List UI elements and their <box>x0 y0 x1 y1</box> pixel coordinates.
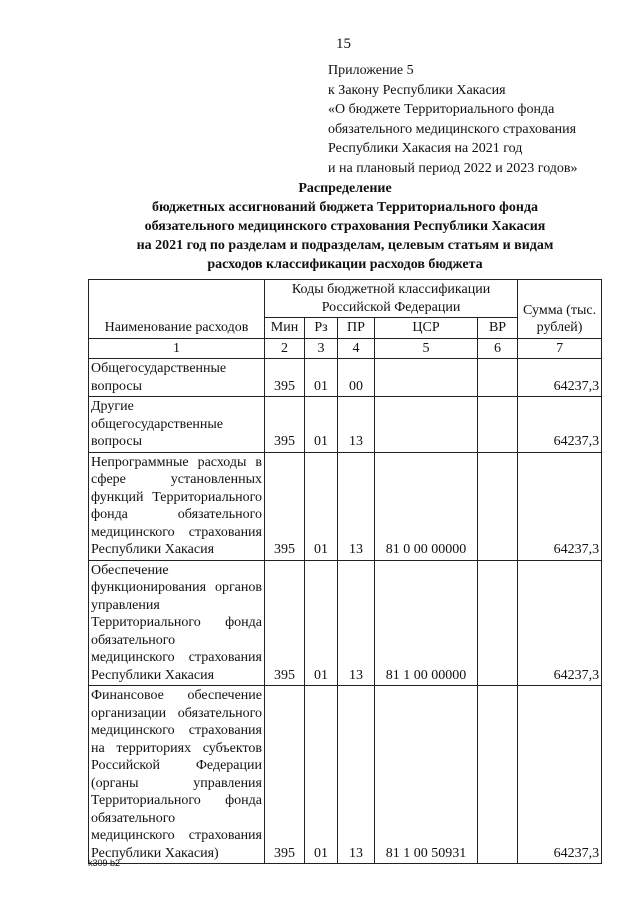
budget-table <box>88 279 602 864</box>
row-sum: 64237,3 <box>518 560 602 686</box>
title-line: обязательного медицинского страхования Республики Хакасия <box>144 219 546 234</box>
row-pr: 13 <box>338 452 375 560</box>
table-row <box>89 359 602 397</box>
header-sum: Сумма (тыс. рублей) <box>518 280 602 339</box>
row-min: 395 <box>265 397 305 453</box>
appendix-line: к Закону Республики Хакасия <box>328 82 506 98</box>
appendix-line: Республики Хакасия на 2021 год <box>328 141 523 156</box>
title-line: бюджетных ассигнований бюджета Территориального фонда <box>151 200 539 215</box>
header-codes-group: Коды бюджетной классификации Российской Федерации <box>265 280 518 318</box>
row-sum: 64237,3 <box>518 452 602 560</box>
appendix-line: Приложение 5 <box>328 63 414 78</box>
row-vr <box>478 397 518 453</box>
numbering-row <box>89 338 602 359</box>
header-csr: ЦСР <box>375 318 478 339</box>
column-number: 3 <box>305 338 338 359</box>
row-min: 395 <box>265 359 305 397</box>
column-number: 5 <box>375 338 478 359</box>
row-name: Другие общегосударственные вопросы <box>89 397 265 453</box>
title-line: Распределение <box>298 181 392 196</box>
table-row <box>89 560 602 686</box>
row-csr: 81 1 00 50931 <box>375 686 478 864</box>
header-name: Наименование расходов <box>89 280 265 339</box>
row-min: 395 <box>265 560 305 686</box>
row-min: 395 <box>265 452 305 560</box>
appendix-line: и на плановый период 2022 и 2023 годов» <box>328 160 578 176</box>
row-name: Общегосударственные вопросы <box>89 359 265 397</box>
row-csr <box>375 397 478 453</box>
column-number: 4 <box>338 338 375 359</box>
row-vr <box>478 452 518 560</box>
row-rz: 01 <box>305 452 338 560</box>
row-rz: 01 <box>305 560 338 686</box>
appendix-line: обязательного медицинского страхования <box>328 121 577 137</box>
row-vr <box>478 560 518 686</box>
footer-code: k309 b2 <box>88 858 121 868</box>
table-row <box>89 686 602 864</box>
row-pr: 13 <box>338 686 375 864</box>
appendix-line: «О бюджете Территориального фонда <box>328 102 555 117</box>
column-number: 1 <box>89 338 265 359</box>
row-csr: 81 0 00 00000 <box>375 452 478 560</box>
title-line: на 2021 год по разделам и подразделам, целевым статьям и видам <box>136 238 554 253</box>
appendix-block <box>328 61 578 178</box>
header-row <box>89 280 602 318</box>
row-pr: 00 <box>338 359 375 397</box>
row-pr: 13 <box>338 397 375 453</box>
row-name: Финансовое обеспечение организации обязательного медицинского страхования на территориях субъектов Российской Федерации (органы управления Территориального фонда обязательного медицинского страхования Республики Хакасия) <box>89 686 265 864</box>
header-vr: ВР <box>478 318 518 339</box>
row-csr: 81 1 00 00000 <box>375 560 478 686</box>
row-rz: 01 <box>305 686 338 864</box>
row-vr <box>478 359 518 397</box>
column-number: 7 <box>518 338 602 359</box>
column-number: 2 <box>265 338 305 359</box>
row-rz: 01 <box>305 397 338 453</box>
table-row <box>89 452 602 560</box>
header-pr: ПР <box>338 318 375 339</box>
row-rz: 01 <box>305 359 338 397</box>
column-number: 6 <box>478 338 518 359</box>
row-name: Обеспечение функционирования органов управления Территориального фонда обязательного медицинского страхования Республики Хакасия <box>89 560 265 686</box>
row-csr <box>375 359 478 397</box>
row-pr: 13 <box>338 560 375 686</box>
title-line: расходов классификации расходов бюджета <box>207 257 483 272</box>
row-min: 395 <box>265 686 305 864</box>
row-sum: 64237,3 <box>518 686 602 864</box>
document-title <box>90 179 600 274</box>
row-name: Непрограммные расходы в сфере установленных функций Территориального фонда обязательного медицинского страхования Республики Хакасия <box>89 452 265 560</box>
header-rz: Рз <box>305 318 338 339</box>
row-sum: 64237,3 <box>518 359 602 397</box>
table-row <box>89 397 602 453</box>
row-vr <box>478 686 518 864</box>
row-sum: 64237,3 <box>518 397 602 453</box>
header-min: Мин <box>265 318 305 339</box>
page-number: 15 <box>336 36 351 52</box>
